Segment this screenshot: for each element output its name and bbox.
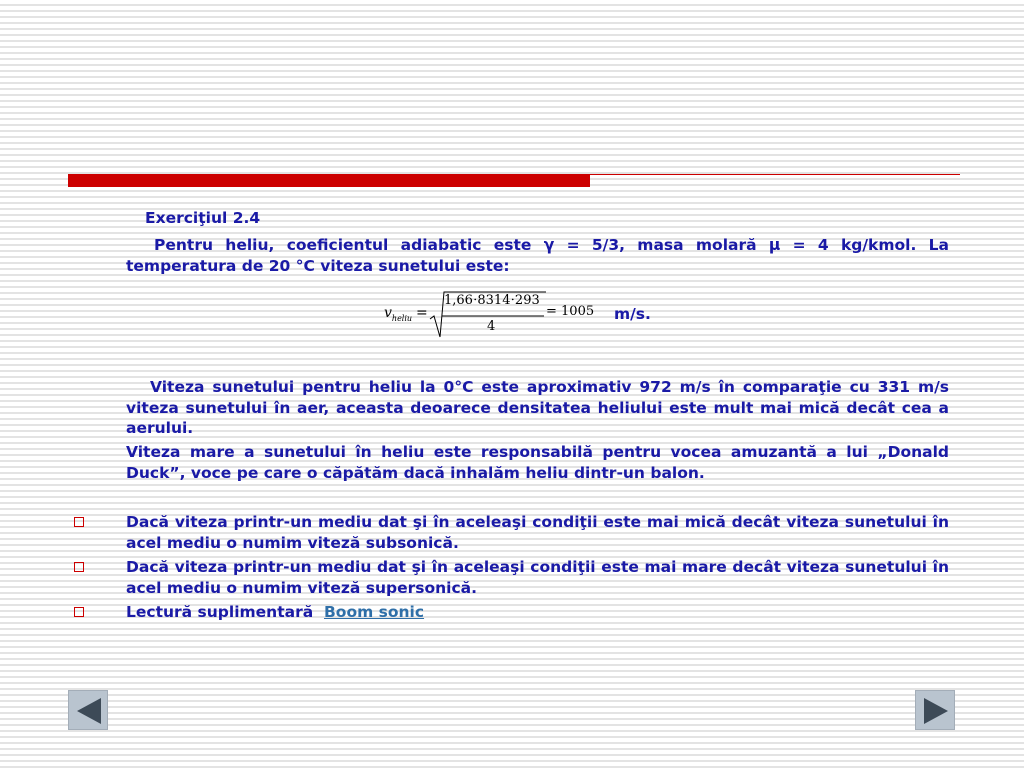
next-slide-button[interactable]: [915, 690, 955, 730]
next-slide-icon: [916, 691, 956, 731]
bullet-square-icon: [74, 562, 84, 572]
formula-lhs-var: v: [384, 305, 392, 321]
formula-denominator: 4: [487, 319, 496, 334]
bullet-square-icon: [74, 517, 84, 527]
formula-lhs-sub: heliu: [391, 313, 413, 323]
bullet-supersonic-text: Dacă viteza printr-un mediu dat şi în aceleaşi condiţii este mai mare decât viteza sunetului în acel mediu o numim viteză supersonică.: [126, 558, 949, 597]
bullet-subsonic: [126, 512, 949, 553]
title-divider-bar: [68, 174, 960, 187]
formula-lhs: [384, 305, 412, 323]
paragraph-helium-0c: [126, 377, 949, 439]
paragraph-helium-0c-text: Viteza sunetului pentru heliu la 0°C este aproximativ 972 m/s în comparaţie cu 331 m/s viteza sunetului în aer, aceasta deoarece densitatea heliului este mult mai mică decât cea a aerului.: [126, 378, 949, 437]
title-divider-red-block: [68, 174, 590, 187]
paragraph-donald-duck: Viteza mare a sunetului în heliu este responsabilă pentru vocea amuzantă a lui „Donald Duck”, voce pe care o căpătăm dacă inhalăm heliu dintr-un balon.: [126, 443, 949, 482]
bullet-supersonic: [126, 557, 949, 598]
bullet-square-icon: [74, 607, 84, 617]
title-divider-line: [590, 174, 960, 175]
formula-equals: =: [416, 305, 428, 321]
boom-sonic-link[interactable]: Boom sonic: [323, 603, 425, 621]
formula-numerator: 1,66⋅8314⋅293: [444, 293, 540, 308]
bullet-further-reading: [126, 602, 949, 623]
exercise-intro-text: Pentru heliu, coeficientul adiabatic este γ = 5/3, masa molară μ = 4 kg/kmol. La temperatura de 20 °C viteza sunetului este:: [126, 236, 949, 275]
previous-slide-button[interactable]: [68, 690, 108, 730]
exercise-title: Exerciţiul 2.4: [145, 209, 261, 227]
formula-units: m/s.: [614, 305, 651, 323]
previous-slide-icon: [69, 691, 109, 731]
exercise-intro: [126, 235, 949, 276]
bullet-subsonic-text: Dacă viteza printr-un mediu dat şi în aceleaşi condiţii este mai mică decât viteza sunetului în acel mediu o numim viteză subsonică.: [126, 513, 949, 552]
formula-result: = 1005: [546, 304, 595, 319]
further-reading-label: Lectură suplimentară: [126, 603, 314, 621]
